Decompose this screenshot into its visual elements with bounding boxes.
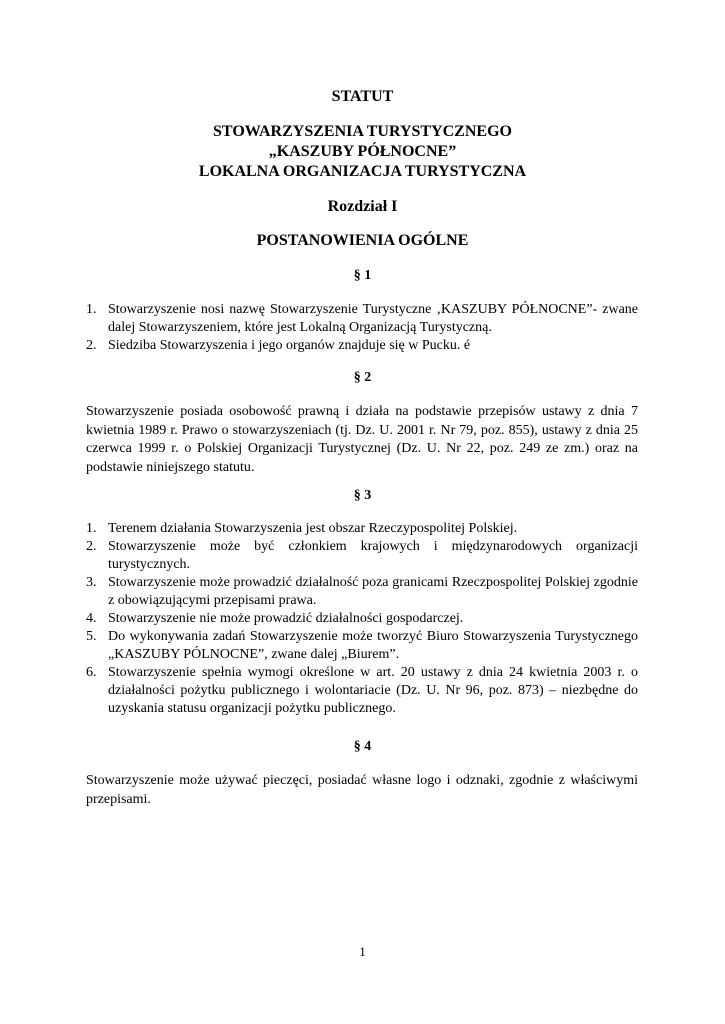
chapter-label: Rozdział I — [327, 198, 398, 215]
section-3-label: § 3 — [353, 488, 372, 503]
association-name-line2: „KASZUBY PÓŁNOCNE” — [268, 143, 457, 160]
list-item: 6. Stowarzyszenie spełnia wymogi określone w art. 20 ustawy z dnia 24 kwietnia 2003 r. o działalności pożytku publicznego i wolontariacie (Dz. U. Nr 96, poz. 873) – niezbędne do uzyskania statusu organizacji pożytku publicznego. — [86, 665, 638, 716]
list-item: 5. Do wykonywania zadań Stowarzyszenie może tworzyć Biuro Stowarzyszenia Turystycznego „KASZUBY PÓLNOCNE”, zwane dalej „Biurem”. — [86, 629, 638, 662]
list-item: 1. Stowarzyszenie nosi nazwę Stowarzyszenie Turystyczne ‚KASZUBY PÓŁNOCNE”- zwane dalej Stowarzyszeniem, które jest Lokalną Organizacją Turystyczną. — [86, 302, 638, 335]
list-item: 2. Stowarzyszenie może być członkiem krajowych i międzynarodowych organizacji turystycznych. — [86, 539, 638, 572]
section-2-label: § 2 — [353, 370, 372, 385]
association-name-line3: LOKALNA ORGANIZACJA TURYSTYCZNA — [198, 163, 527, 180]
section-1-list — [86, 301, 638, 355]
list-item: 1. Terenem działania Stowarzyszenia jest obszar Rzeczypospolitej Polskiej. — [86, 521, 518, 536]
list-item: 3. Stowarzyszenie może prowadzić działalność poza granicami Rzeczpospolitej Polskiej zgodnie z obowiązującymi przepisami prawa. — [86, 575, 638, 608]
chapter-title: POSTANOWIENIA OGÓLNE — [256, 232, 469, 249]
doc-title: STATUT — [331, 88, 394, 105]
page-number: 1 — [359, 944, 366, 959]
section-4-label: § 4 — [353, 739, 372, 754]
list-item: 4. Stowarzyszenie nie może prowadzić działalności gospodarczej. — [86, 611, 464, 626]
section-1-label: § 1 — [353, 268, 372, 283]
section-2-text: Stowarzyszenie posiada osobowość prawną i działa na podstawie przepisów ustawy z dnia 7 kwietnia 1989 r. Prawo o stowarzyszeniach (tj. Dz. U. 2001 r. Nr 79, poz. 855), ustawy z dnia 25 czerwca 1999 r. o Polskiej Organizacji Turystycznej (Dz. U. Nr 22, poz. 249 ze zm.) oraz na podstawie niniejszego statutu. — [86, 404, 638, 475]
section-4-text: Stowarzyszenie może używać pieczęci, posiadać własne logo i odznaki, zgodnie z właściwymi przepisami. — [86, 773, 638, 807]
section-3-list — [86, 520, 638, 718]
association-name-line1: STOWARZYSZENIA TURYSTYCZNEGO — [213, 123, 512, 140]
list-item: 2. Siedziba Stowarzyszenia i jego organów znajduje się w Pucku. é — [86, 338, 471, 353]
